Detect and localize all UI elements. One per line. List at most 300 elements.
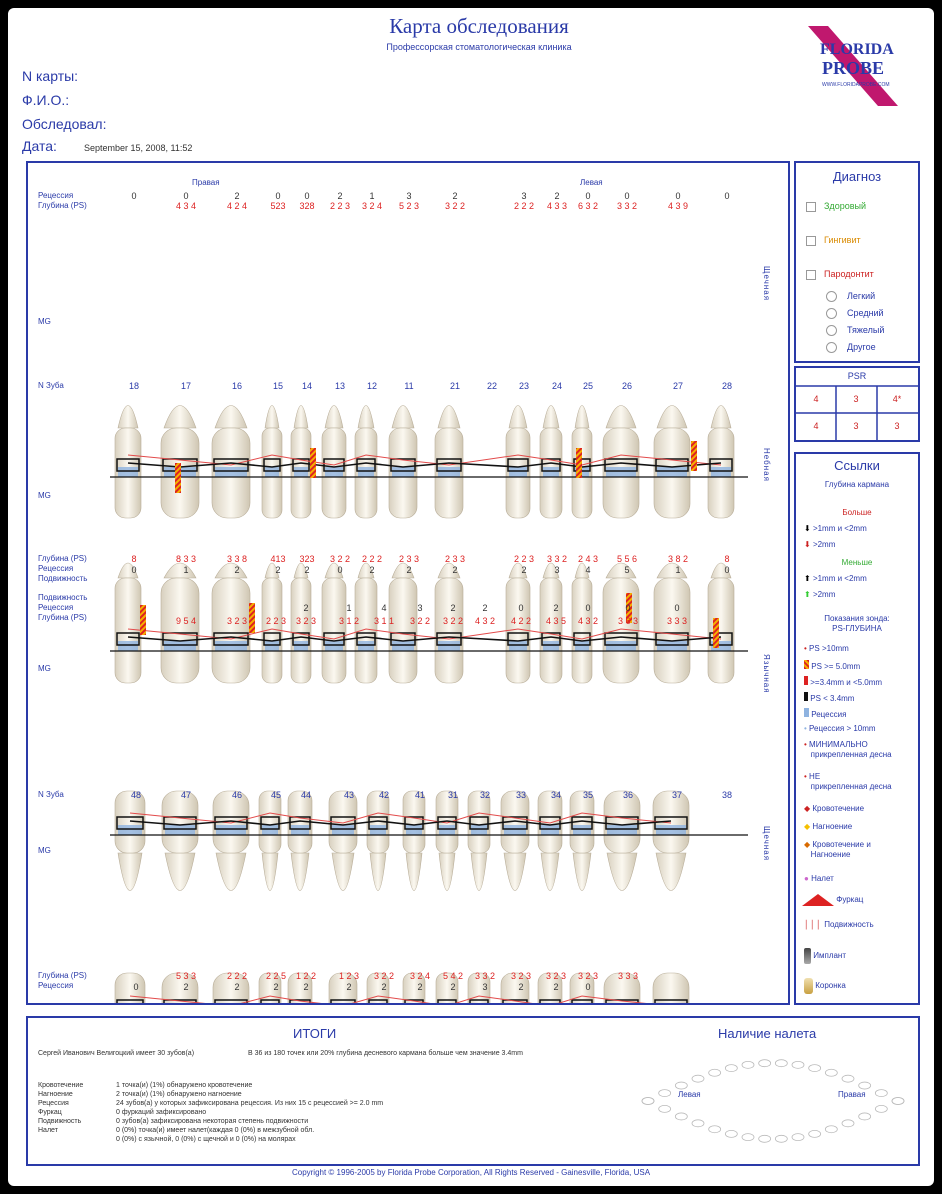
lower-tooth-number-8: 31 <box>447 790 458 800</box>
lower-depth-cell-9: 4 3 2 <box>474 616 496 626</box>
upper-recession-cell-8: 2 <box>452 191 458 201</box>
date-label: Дата: <box>22 138 57 154</box>
lower-tooth-number-13: 36 <box>622 790 633 800</box>
lower-lingual-root-0 <box>118 853 142 891</box>
legend-ps-lt34: PS < 3.4mm <box>804 692 854 704</box>
lower-side-buccal: Щечная <box>762 826 771 862</box>
lower-recession-cell-4: 2 <box>303 603 309 613</box>
card-no-label: N карты: <box>22 68 79 84</box>
mild-label: Легкий <box>847 291 876 301</box>
severe-radio[interactable] <box>826 325 884 336</box>
upper-recession-cell-15: 0 <box>724 191 730 201</box>
lower-depth-cell-2: 3 2 3 <box>226 616 248 626</box>
legend-bleed-supp: ◆ Кровотечение и Нагноение <box>804 840 871 859</box>
bottom-recession-cell-11: 2 <box>553 982 559 992</box>
lower-lingual-crown-9 <box>468 791 490 853</box>
summary-row-value-5: 0 (0%) точка(и) имеет налет(каждая 0 (0%) в межзубной обл. <box>116 1127 315 1134</box>
summary-row-label-2: Рецессия <box>38 1100 69 1107</box>
palatal-depth-label: Глубина (PS) <box>38 554 87 563</box>
upper-depth-cell-14: 4 3 9 <box>667 201 689 211</box>
page-title: Карта обследования <box>389 14 569 38</box>
lower-depth-cell-13: 3 6 3 <box>617 616 639 626</box>
lower-recession-cell-8: 2 <box>450 603 456 613</box>
summary-row-value-1: 2 точка(и) (1%) обнаружено нагноение <box>116 1091 242 1098</box>
lower-tooth-number-7: 41 <box>414 790 425 800</box>
bottom-depth-cell-2: 2 2 2 <box>226 971 248 981</box>
lower-mobility-label: Подвижность <box>38 593 88 602</box>
plaque-lower-site-0 <box>642 1098 654 1105</box>
legend-recession-gt10: • Рецессия > 10mm <box>804 724 876 733</box>
upper-recession-cell-12: 0 <box>585 191 591 201</box>
upper-palatal-recession-11 <box>543 641 559 651</box>
palatal-depth-cell-4: 323 <box>299 554 315 564</box>
upper-palatal-recession-7 <box>392 641 414 651</box>
lower-buccal-mg-label: MG <box>38 846 51 855</box>
upper-depth-cell-6: 3 2 4 <box>361 201 383 211</box>
plaque-lower-site-1 <box>659 1105 671 1112</box>
legend-plaque: ● Налет <box>804 874 834 883</box>
plaque-lower-site-9 <box>792 1134 804 1141</box>
lower-tooth-number-15: 38 <box>721 790 732 800</box>
upper-palatal-recession-13 <box>606 641 636 651</box>
legend-furcation: Фуркац <box>802 894 863 906</box>
upper-palatal-recession-12 <box>575 641 589 651</box>
upper-depth-cell-2: 4 2 4 <box>226 201 248 211</box>
lower-tooth-number-14: 37 <box>671 790 682 800</box>
gingivitis-checkbox[interactable] <box>806 235 861 246</box>
name-label: Ф.И.О.: <box>22 92 70 108</box>
palatal-depth-cell-1: 8 3 3 <box>175 554 197 564</box>
summary-panel <box>26 1016 920 1166</box>
perio-chart-graphic <box>28 163 788 1003</box>
upper-buccal-root-10 <box>509 406 527 429</box>
lower-recession-cell-13: 0 <box>625 603 631 613</box>
summary-row-label-3: Фуркац <box>38 1109 62 1116</box>
legend-less-1-2: ⬆ >1mm и <2mm <box>804 574 867 583</box>
upper-tooth-number-9: 22 <box>486 381 497 391</box>
palatal-depth-cell-14: 3 8 2 <box>667 554 689 564</box>
palatal-depth-cell-13: 5 5 6 <box>616 554 638 564</box>
lower-recession-cell-10: 0 <box>518 603 524 613</box>
periodontitis-checkbox[interactable] <box>806 269 874 280</box>
upper-buccal-recession-6 <box>358 467 374 477</box>
lower-lingual-recession-10 <box>504 825 526 835</box>
upper-buccal-root-13 <box>606 406 636 429</box>
legend-panel <box>794 452 920 1005</box>
upper-depth-cell-12: 6 3 2 <box>577 201 599 211</box>
upper-depth-cell-8: 3 2 2 <box>444 201 466 211</box>
upper-buccal-root-3 <box>265 406 279 429</box>
lower-lingual-recession-9 <box>471 825 487 835</box>
upper-palatal-recession-14 <box>657 641 687 651</box>
upper-palatal-crown-1 <box>161 578 199 683</box>
upper-tooth-number-11: 24 <box>551 381 562 391</box>
psr-cell-3: 4* <box>892 394 902 404</box>
lower-lingual-root-13 <box>607 853 637 891</box>
palatal-recession-cell-8: 2 <box>452 565 458 575</box>
upper-recession-cell-11: 2 <box>554 191 560 201</box>
lower-depth-cell-3: 2 2 3 <box>265 616 287 626</box>
upper-recession-cell-13: 0 <box>624 191 630 201</box>
lower-tooth-number-12: 35 <box>582 790 593 800</box>
bottom-recession-cell-7: 2 <box>417 982 423 992</box>
legend-mobility: │││ Подвижность <box>804 920 874 929</box>
upper-depth-cell-4: 328 <box>299 201 315 211</box>
bottom-depth-cell-12: 3 2 3 <box>577 971 599 981</box>
lower-lingual-root-6 <box>370 853 386 891</box>
other-radio[interactable] <box>826 342 876 353</box>
plaque-lower-site-7 <box>759 1135 771 1142</box>
upper-depth-cell-11: 4 3 3 <box>546 201 568 211</box>
upper-buccal-root-15 <box>711 406 731 429</box>
plaque-upper-site-8 <box>775 1060 787 1067</box>
upper-buccal-root-4 <box>294 406 308 429</box>
upper-buccal-recession-4 <box>294 467 308 477</box>
lower-depth-cell-8: 3 2 2 <box>442 616 464 626</box>
lower-lingual-root-4 <box>291 853 309 891</box>
lower-lingual-recession-4 <box>291 825 309 835</box>
summary-line-1b: В 36 из 180 точек или 20% глубина десневого кармана больше чем значение 3.4mm <box>248 1050 523 1057</box>
upper-palatal-crown-11 <box>540 578 562 683</box>
lower-tooth-number-11: 34 <box>550 790 561 800</box>
examiner-label: Обследовал: <box>22 116 107 132</box>
palatal-depth-cell-10: 2 2 3 <box>513 554 535 564</box>
lower-recession-cell-12: 0 <box>585 603 591 613</box>
upper-recession-cell-5: 2 <box>337 191 343 201</box>
legend-ps-34-5: >=3.4mm и <5.0mm <box>804 676 882 688</box>
upper-left-label: Левая <box>580 178 603 187</box>
upper-right-label: Правая <box>192 178 220 187</box>
upper-buccal-root-7 <box>392 406 414 429</box>
upper-buccal-root-11 <box>543 406 559 429</box>
lower-lingual-recession-1 <box>165 825 195 835</box>
upper-buccal-root-1 <box>164 406 196 429</box>
plaque-lower-site-12 <box>842 1120 854 1127</box>
lower-depth-cell-1: 9 5 4 <box>175 616 197 626</box>
lower-lingual-crown-13 <box>604 791 640 853</box>
bottom-recession-cell-12: 0 <box>585 982 591 992</box>
lower-recession-label: Рецессия <box>38 603 74 612</box>
upper-tooth-number-10: 23 <box>518 381 529 391</box>
psr-cell-4: 4 <box>813 421 819 431</box>
upper-recession-cell-0: 0 <box>131 191 137 201</box>
upper-buccal-recession-3 <box>265 467 279 477</box>
upper-recession-cell-10: 3 <box>521 191 527 201</box>
plaque-lower-site-5 <box>725 1130 737 1137</box>
upper-tooth-number-6: 12 <box>366 381 377 391</box>
palatal-recession-cell-12: 4 <box>585 565 591 575</box>
plaque-upper-site-12 <box>842 1075 854 1082</box>
summary-row-value-0: 1 точка(и) (1%) обнаружено кровотечение <box>116 1082 253 1089</box>
plaque-title: Наличие налета <box>718 1026 817 1041</box>
lower-buccal-crown-14 <box>653 973 689 1003</box>
lower-tooth-number-3: 45 <box>270 790 281 800</box>
lower-depth-cell-7: 3 2 2 <box>409 616 431 626</box>
legend-min-attached: • МИНИМАЛЬНО прикрепленная десна <box>804 740 892 759</box>
lower-depth-cell-10: 4 2 2 <box>510 616 532 626</box>
lower-lingual-recession-2 <box>216 825 246 835</box>
palatal-recession-cell-6: 2 <box>369 565 375 575</box>
upper-tooth-number-1: 17 <box>180 381 191 391</box>
palatal-recession-cell-0: 0 <box>131 565 137 575</box>
implant-icon <box>804 948 811 964</box>
upper-buccal-root-12 <box>575 406 589 429</box>
plaque-lower-site-2 <box>675 1113 687 1120</box>
upper-depth-cell-5: 2 2 3 <box>329 201 351 211</box>
perio-chart <box>26 161 790 1005</box>
upper-palatal-crown-2 <box>212 578 250 683</box>
upper-buccal-recession-13 <box>606 467 636 477</box>
summary-row-value-6: 0 (0%) с язычной, 0 (0%) с щечной и 0 (0%) на молярах <box>116 1136 296 1143</box>
upper-palatal-crown-5 <box>322 578 346 683</box>
psr-panel <box>794 366 920 442</box>
palatal-mg-label: MG <box>38 491 51 500</box>
bottom-depth-cell-7: 3 2 4 <box>409 971 431 981</box>
logo-text-2: PROBE <box>822 58 885 78</box>
palatal-recession-cell-15: 0 <box>724 565 730 575</box>
legend-ps-gt10: • PS >10mm <box>804 644 849 653</box>
bottom-depth-cell-3: 2 2 5 <box>265 971 287 981</box>
lower-lingual-recession-5 <box>332 825 354 835</box>
plaque-upper-site-4 <box>709 1069 721 1076</box>
lower-lingual-recession-3 <box>262 825 278 835</box>
palatal-depth-cell-3: 413 <box>270 554 286 564</box>
bottom-recession-cell-6: 2 <box>381 982 387 992</box>
legend-less-2: ⬆ >2mm <box>804 590 836 599</box>
legend-ps-ge5: PS >= 5.0mm <box>804 660 860 672</box>
upper-palatal-recession-5 <box>325 641 343 651</box>
legend-recession: Рецессия <box>804 708 846 720</box>
periodontitis-label: Пародонтит <box>824 269 874 279</box>
lower-recession-cell-14: 0 <box>674 603 680 613</box>
lower-side-lingual: Язычная <box>762 654 771 694</box>
summary-title: ИТОГИ <box>293 1026 337 1041</box>
upper-tooth-number-7: 11 <box>404 381 414 391</box>
lower-lingual-recession-11 <box>541 825 559 835</box>
lower-lingual-root-8 <box>439 853 455 891</box>
upper-recession-cell-2: 2 <box>234 191 240 201</box>
upper-recession-label: Рецессия <box>38 191 74 200</box>
upper-buccal-recession-10 <box>509 467 527 477</box>
lower-tooth-number-5: 43 <box>343 790 354 800</box>
psr-cell-2: 3 <box>853 394 859 404</box>
plaque-upper-site-11 <box>825 1069 837 1076</box>
upper-depth-cell-1: 4 3 4 <box>175 201 197 211</box>
legend-more-2: ⬇ >2mm <box>804 540 836 549</box>
diagnosis-panel <box>794 161 920 363</box>
plaque-upper-site-3 <box>692 1075 704 1082</box>
upper-recession-cell-14: 0 <box>675 191 681 201</box>
plaque-lower-site-4 <box>709 1126 721 1133</box>
upper-tooth-number-13: 26 <box>621 381 632 391</box>
logo-url: WWW.FLORIDAPROBE.COM <box>822 82 890 88</box>
legend-pocket-depth: Глубина кармана <box>824 480 890 489</box>
plaque-upper-site-10 <box>809 1065 821 1072</box>
upper-buccal-root-6 <box>358 406 374 429</box>
upper-recession-cell-3: 0 <box>275 191 281 201</box>
lower-lingual-root-5 <box>332 853 354 891</box>
upper-palatal-crown-14 <box>654 578 690 683</box>
plaque-left-label: Левая <box>678 1090 701 1099</box>
legend-bleeding: ◆ Кровотечение <box>804 804 865 813</box>
lower-recession-cell-6: 4 <box>381 603 387 613</box>
bottom-depth-cell-10: 3 2 3 <box>510 971 532 981</box>
upper-palatal-crown-15 <box>708 578 734 683</box>
lower-lingual-recession-12 <box>573 825 591 835</box>
upper-tooth-number-15: 28 <box>721 381 732 391</box>
upper-buccal-root-5 <box>325 406 343 429</box>
lower-lingual-root-2 <box>216 853 246 891</box>
lower-lingual-recession-0 <box>118 825 142 835</box>
lower-depth-cell-14: 3 3 3 <box>666 616 688 626</box>
upper-palatal-recession-0 <box>118 641 138 651</box>
upper-palatal-recession-10 <box>509 641 527 651</box>
gingivitis-label: Гингивит <box>824 235 861 245</box>
lower-tooth-no-label: N Зуба <box>38 790 64 799</box>
upper-buccal-recession-11 <box>543 467 559 477</box>
upper-side-palatal: Небная <box>762 448 771 482</box>
palatal-depth-cell-15: 8 <box>724 554 730 564</box>
plaque-map <box>628 1046 918 1166</box>
lower-depth-cell-4: 3 2 3 <box>295 616 317 626</box>
lower-tooth-number-4: 44 <box>300 790 311 800</box>
lower-lingual-root-12 <box>573 853 591 891</box>
deep-pocket-mark-1 <box>310 448 316 478</box>
lower-lingual-root-14 <box>656 853 686 891</box>
palatal-recession-cell-5: 0 <box>337 565 343 575</box>
upper-mg-label: MG <box>38 317 51 326</box>
palatal-recession-cell-3: 2 <box>275 565 281 575</box>
plaque-upper-site-6 <box>742 1061 754 1068</box>
palatal-recession-cell-1: 1 <box>183 565 189 575</box>
medium-radio[interactable] <box>826 308 884 319</box>
palatal-depth-cell-8: 2 3 3 <box>444 554 466 564</box>
lower-lingual-recession-6 <box>370 825 386 835</box>
upper-palatal-crown-7 <box>389 578 417 683</box>
bottom-depth-cell-5: 1 2 3 <box>338 971 360 981</box>
lower-lingual-crown-7 <box>403 791 425 853</box>
bottom-depth-cell-8: 5 4 2 <box>442 971 464 981</box>
legend-suppuration: ◆ Нагноение <box>804 822 853 831</box>
plaque-lower-site-13 <box>859 1113 871 1120</box>
palatal-depth-cell-2: 3 3 8 <box>226 554 248 564</box>
plaque-lower-site-15 <box>892 1098 904 1105</box>
plaque-upper-site-13 <box>859 1082 871 1089</box>
other-label: Другое <box>847 342 876 352</box>
plaque-upper-site-5 <box>725 1065 737 1072</box>
upper-buccal-recession-14 <box>657 467 687 477</box>
lower-lingual-recession-14 <box>656 825 686 835</box>
plaque-lower-site-8 <box>775 1135 787 1142</box>
bottom-recession-label: Рецессия <box>38 981 74 990</box>
deep-pocket-mark-2 <box>576 448 582 478</box>
upper-tooth-number-14: 27 <box>672 381 683 391</box>
upper-tooth-number-12: 25 <box>582 381 593 391</box>
lower-depth-label: Глубина (PS) <box>38 613 87 622</box>
upper-recession-cell-4: 0 <box>304 191 310 201</box>
palatal-depth-cell-6: 2 2 2 <box>361 554 383 564</box>
summary-row-label-1: Нагноение <box>38 1091 73 1098</box>
lower-tooth-number-2: 46 <box>231 790 242 800</box>
upper-depth-cell-3: 523 <box>270 201 286 211</box>
upper-palatal-recession-6 <box>358 641 374 651</box>
lower-recession-cell-5: 1 <box>346 603 352 613</box>
upper-tooth-number-0: 18 <box>128 381 139 391</box>
lower-lingual-recession-13 <box>607 825 637 835</box>
severe-label: Тяжелый <box>847 325 885 335</box>
upper-tooth-no-label: N Зуба <box>38 381 64 390</box>
psr-cell-5: 3 <box>853 421 859 431</box>
upper-buccal-root-14 <box>657 406 687 429</box>
plaque-lower-site-10 <box>809 1130 821 1137</box>
bottom-depth-cell-13: 3 3 3 <box>617 971 639 981</box>
palatal-mobility-label: Подвижность <box>38 574 88 583</box>
upper-buccal-root-8 <box>438 406 460 429</box>
lower-tooth-number-10: 33 <box>515 790 526 800</box>
palatal-recession-cell-4: 2 <box>304 565 310 575</box>
lower-lingual-crown-3 <box>259 791 281 853</box>
logo-text-1: FLORIDA <box>820 41 894 58</box>
upper-tooth-number-8: 21 <box>449 381 460 391</box>
lower-depth-cell-6: 3 1 1 <box>373 616 395 626</box>
lower-tooth-number-1: 47 <box>180 790 191 800</box>
palatal-recession-cell-2: 2 <box>234 565 240 575</box>
palatal-recession-cell-7: 2 <box>406 565 412 575</box>
mild-radio[interactable] <box>826 291 875 302</box>
upper-palatal-recession-2 <box>215 641 247 651</box>
upper-buccal-root-2 <box>215 406 247 429</box>
lower-mg-label: MG <box>38 664 51 673</box>
upper-side-buccal: Щечная <box>762 266 771 302</box>
legend-crown: Коронка <box>804 978 846 994</box>
bottom-recession-cell-4: 2 <box>303 982 309 992</box>
legend-more-1-2: ⬇ >1mm и <2mm <box>804 524 867 533</box>
summary-row-value-2: 24 зубов(а) у которых зафиксирована рецессия. Из них 15 с рецессией >= 2.0 mm <box>116 1100 384 1107</box>
lower-depth-cell-12: 4 3 2 <box>577 616 599 626</box>
legend-less: Меньше <box>841 558 873 567</box>
bottom-recession-cell-1: 2 <box>183 982 189 992</box>
plaque-lower-site-14 <box>875 1105 887 1112</box>
upper-buccal-recession-2 <box>215 467 247 477</box>
legend-probe-title-2: PS-ГЛУБИНА <box>832 624 882 633</box>
palatal-recession-label: Рецессия <box>38 564 74 573</box>
upper-palatal-recession-8 <box>438 641 460 651</box>
plaque-upper-site-1 <box>659 1090 671 1097</box>
upper-tooth-number-3: 15 <box>272 381 283 391</box>
upper-tooth-number-5: 13 <box>334 381 345 391</box>
summary-line-1a: Сергей Иванович Велигоцкий имеет 30 зубов(а) <box>38 1050 195 1057</box>
plaque-right-label: Правая <box>838 1090 866 1099</box>
plaque-upper-site-14 <box>875 1090 887 1097</box>
palatal-recession-cell-10: 2 <box>521 565 527 575</box>
lower-recession-cell-11: 2 <box>553 603 559 613</box>
bottom-depth-cell-9: 3 3 2 <box>474 971 496 981</box>
upper-tooth-number-4: 14 <box>301 381 312 391</box>
upper-buccal-recession-7 <box>392 467 414 477</box>
florida-probe-logo <box>808 26 918 116</box>
upper-depth-cell-10: 2 2 2 <box>513 201 535 211</box>
furcation-icon <box>802 894 834 906</box>
upper-palatal-crown-0 <box>115 578 141 683</box>
healthy-checkbox[interactable] <box>806 201 866 212</box>
crown-icon <box>804 978 813 994</box>
palatal-depth-cell-7: 2 3 3 <box>398 554 420 564</box>
bottom-recession-cell-10: 2 <box>518 982 524 992</box>
palatal-depth-cell-11: 3 3 2 <box>546 554 568 564</box>
plaque-lower-site-11 <box>825 1126 837 1133</box>
lower-tooth-number-9: 32 <box>479 790 490 800</box>
legend-title: Ссылки <box>834 458 880 473</box>
